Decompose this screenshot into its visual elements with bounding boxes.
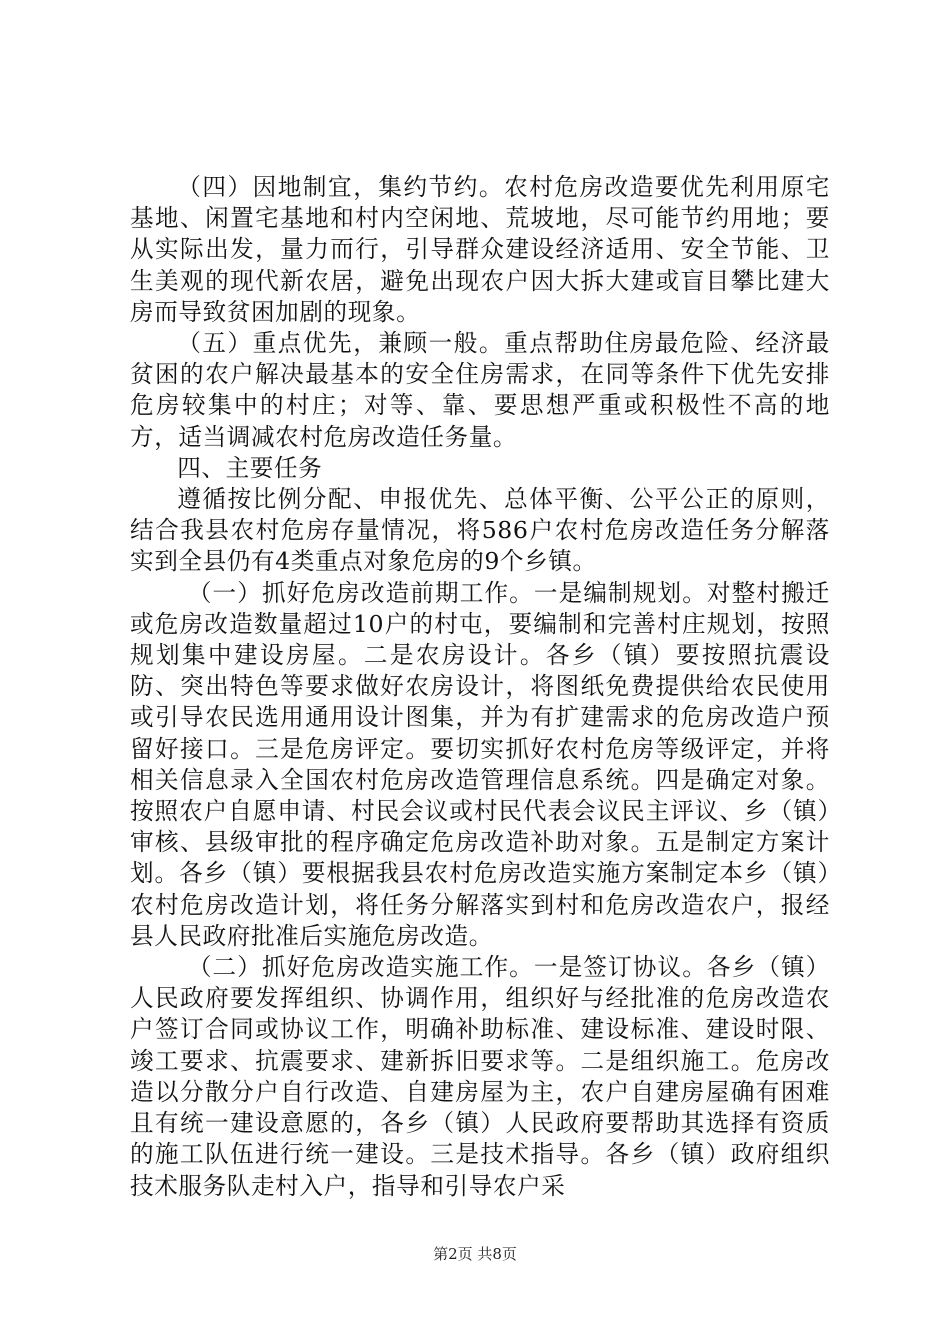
page-footer: 第2页 共8页 (433, 1245, 517, 1263)
paragraph-principle-5: （五）重点优先，兼顾一般。重点帮助住房最危险、经济最贫困的农户解决最基本的安全住房需求，在同等条件下优先安排危房较集中的村庄；对等、靠、要思想严重或积极性不高的地方，适当调减农村危房改造任务量。 (130, 329, 830, 451)
document-body (130, 172, 830, 1202)
paragraph-task-allocation: 遵循按比例分配、申报优先、总体平衡、公平公正的原则，结合我县农村危房存量情况，将586户农村危房改造任务分解落实到全县仍有4类重点对象危房的9个乡镇。 (130, 485, 830, 576)
section-heading-main-tasks: 四、主要任务 (177, 453, 323, 482)
paragraph-task-2: （二）抓好危房改造实施工作。一是签订协议。各乡（镇）人民政府要发挥组织、协调作用，组织好与经批准的危房改造农户签订合同或协议工作，明确补助标准、建设标准、建设时限、竣工要求、抗震要求、建新拆旧要求等。二是组织施工。危房改造以分散分户自行改造、自建房屋为主，农户自建房屋确有困难且有统一建设意愿的，各乡（镇）人民政府要帮助其选择有资质的施工队伍进行统一建设。三是技术指导。各乡（镇）政府组织技术服务队走村入户，指导和引导农户采 (130, 953, 830, 1200)
paragraph-principle-4: （四）因地制宜，集约节约。农村危房改造要优先利用原宅基地、闲置宅基地和村内空闲地、荒坡地，尽可能节约用地；要从实际出发，量力而行，引导群众建设经济适用、安全节能、卫生美观的现代新农居，避免出现农户因大拆大建或盲目攀比建大房而导致贫困加剧的现象。 (130, 173, 830, 326)
paragraph-task-1: （一）抓好危房改造前期工作。一是编制规划。对整村搬迁或危房改造数量超过10户的村屯，要编制和完善村庄规划，按照规划集中建设房屋。二是农房设计。各乡（镇）要按照抗震设防、突出特色等要求做好农房设计，将图纸免费提供给农民使用或引导农民选用通用设计图集，并为有扩建需求的危房改造户预留好接口。三是危房评定。要切实抓好农村危房等级评定，并将相关信息录入全国农村危房改造管理信息系统。四是确定对象。按照农户自愿申请、村民会议或村民代表会议民主评议、乡（镇）审核、县级审批的程序确定危房改造补助对象。五是制定方案计划。各乡（镇）要根据我县农村危房改造实施方案制定本乡（镇）农村危房改造计划，将任务分解落实到村和危房改造农户，报经县人民政府批准后实施危房改造。 (130, 578, 830, 950)
